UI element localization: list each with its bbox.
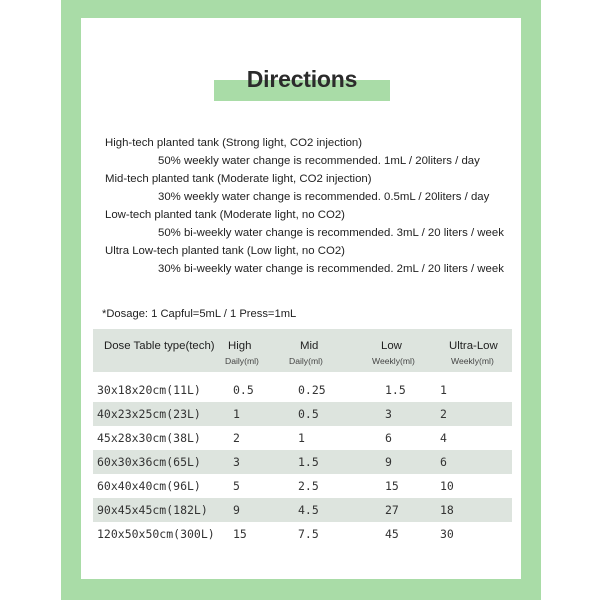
direction-heading-mid: Mid-tech planted tank (Moderate light, CO2 injection) <box>105 173 372 185</box>
table-row <box>93 522 512 546</box>
cell-mid: 1.5 <box>298 455 319 469</box>
cell-size: 40x23x25cm(23L) <box>97 407 201 421</box>
table-row <box>93 498 512 522</box>
cell-ultra-low: 2 <box>440 407 447 421</box>
cell-low: 9 <box>385 455 392 469</box>
cell-size: 120x50x50cm(300L) <box>97 527 215 541</box>
cell-high: 15 <box>233 527 247 541</box>
header-high: High <box>228 340 252 352</box>
table-row <box>93 450 512 474</box>
direction-heading-ultra-low: Ultra Low-tech planted tank (Low light, no CO2) <box>105 245 345 257</box>
direction-heading-low: Low-tech planted tank (Moderate light, no CO2) <box>105 209 345 221</box>
direction-detail-low: 50% bi-weekly water change is recommended. 3mL / 20 liters / week <box>158 227 504 239</box>
cell-size: 90x45x45cm(182L) <box>97 503 208 517</box>
cell-ultra-low: 4 <box>440 431 447 445</box>
cell-mid: 4.5 <box>298 503 319 517</box>
cell-high: 3 <box>233 455 240 469</box>
table-header <box>93 329 512 372</box>
cell-mid: 2.5 <box>298 479 319 493</box>
header-low-unit: Weekly(ml) <box>372 356 415 366</box>
cell-size: 45x28x30cm(38L) <box>97 431 201 445</box>
header-mid-unit: Daily(ml) <box>289 356 323 366</box>
cell-size: 60x40x40cm(96L) <box>97 479 201 493</box>
cell-high: 2 <box>233 431 240 445</box>
cell-high: 1 <box>233 407 240 421</box>
direction-heading-high: High-tech planted tank (Strong light, CO2 injection) <box>105 137 363 149</box>
header-low: Low <box>381 340 402 352</box>
cell-low: 6 <box>385 431 392 445</box>
header-high-unit: Daily(ml) <box>225 356 259 366</box>
cell-low: 27 <box>385 503 399 517</box>
header-ultra-low: Ultra-Low <box>449 340 498 352</box>
direction-detail-ultra-low: 30% bi-weekly water change is recommended. 2mL / 20 liters / week <box>158 263 504 275</box>
cell-mid: 0.5 <box>298 407 319 421</box>
cell-size: 60x30x36cm(65L) <box>97 455 201 469</box>
cell-size: 30x18x20cm(11L) <box>97 383 201 397</box>
header-label: Dose Table type(tech) <box>104 340 215 352</box>
cell-low: 15 <box>385 479 399 493</box>
header-mid: Mid <box>300 340 319 352</box>
cell-mid: 7.5 <box>298 527 319 541</box>
table-row <box>93 474 512 498</box>
cell-low: 3 <box>385 407 392 421</box>
cell-high: 0.5 <box>233 383 254 397</box>
cell-low: 45 <box>385 527 399 541</box>
dose-table <box>93 329 512 546</box>
cell-high: 5 <box>233 479 240 493</box>
cell-ultra-low: 30 <box>440 527 454 541</box>
cell-ultra-low: 18 <box>440 503 454 517</box>
cell-ultra-low: 6 <box>440 455 447 469</box>
cell-high: 9 <box>233 503 240 517</box>
cell-ultra-low: 10 <box>440 479 454 493</box>
cell-low: 1.5 <box>385 383 406 397</box>
page-title: Directions <box>246 66 358 92</box>
direction-detail-mid: 30% weekly water change is recommended. 0.5mL / 20liters / day <box>158 191 490 203</box>
table-row <box>93 426 512 450</box>
table-row <box>93 402 512 426</box>
header-ultra-low-unit: Weekly(ml) <box>451 356 494 366</box>
direction-detail-high: 50% weekly water change is recommended. 1mL / 20liters / day <box>158 155 480 167</box>
cell-ultra-low: 1 <box>440 383 447 397</box>
dosage-note: *Dosage: 1 Capful=5mL / 1 Press=1mL <box>102 308 297 320</box>
cell-mid: 0.25 <box>298 383 326 397</box>
cell-mid: 1 <box>298 431 305 445</box>
table-row <box>93 378 512 402</box>
